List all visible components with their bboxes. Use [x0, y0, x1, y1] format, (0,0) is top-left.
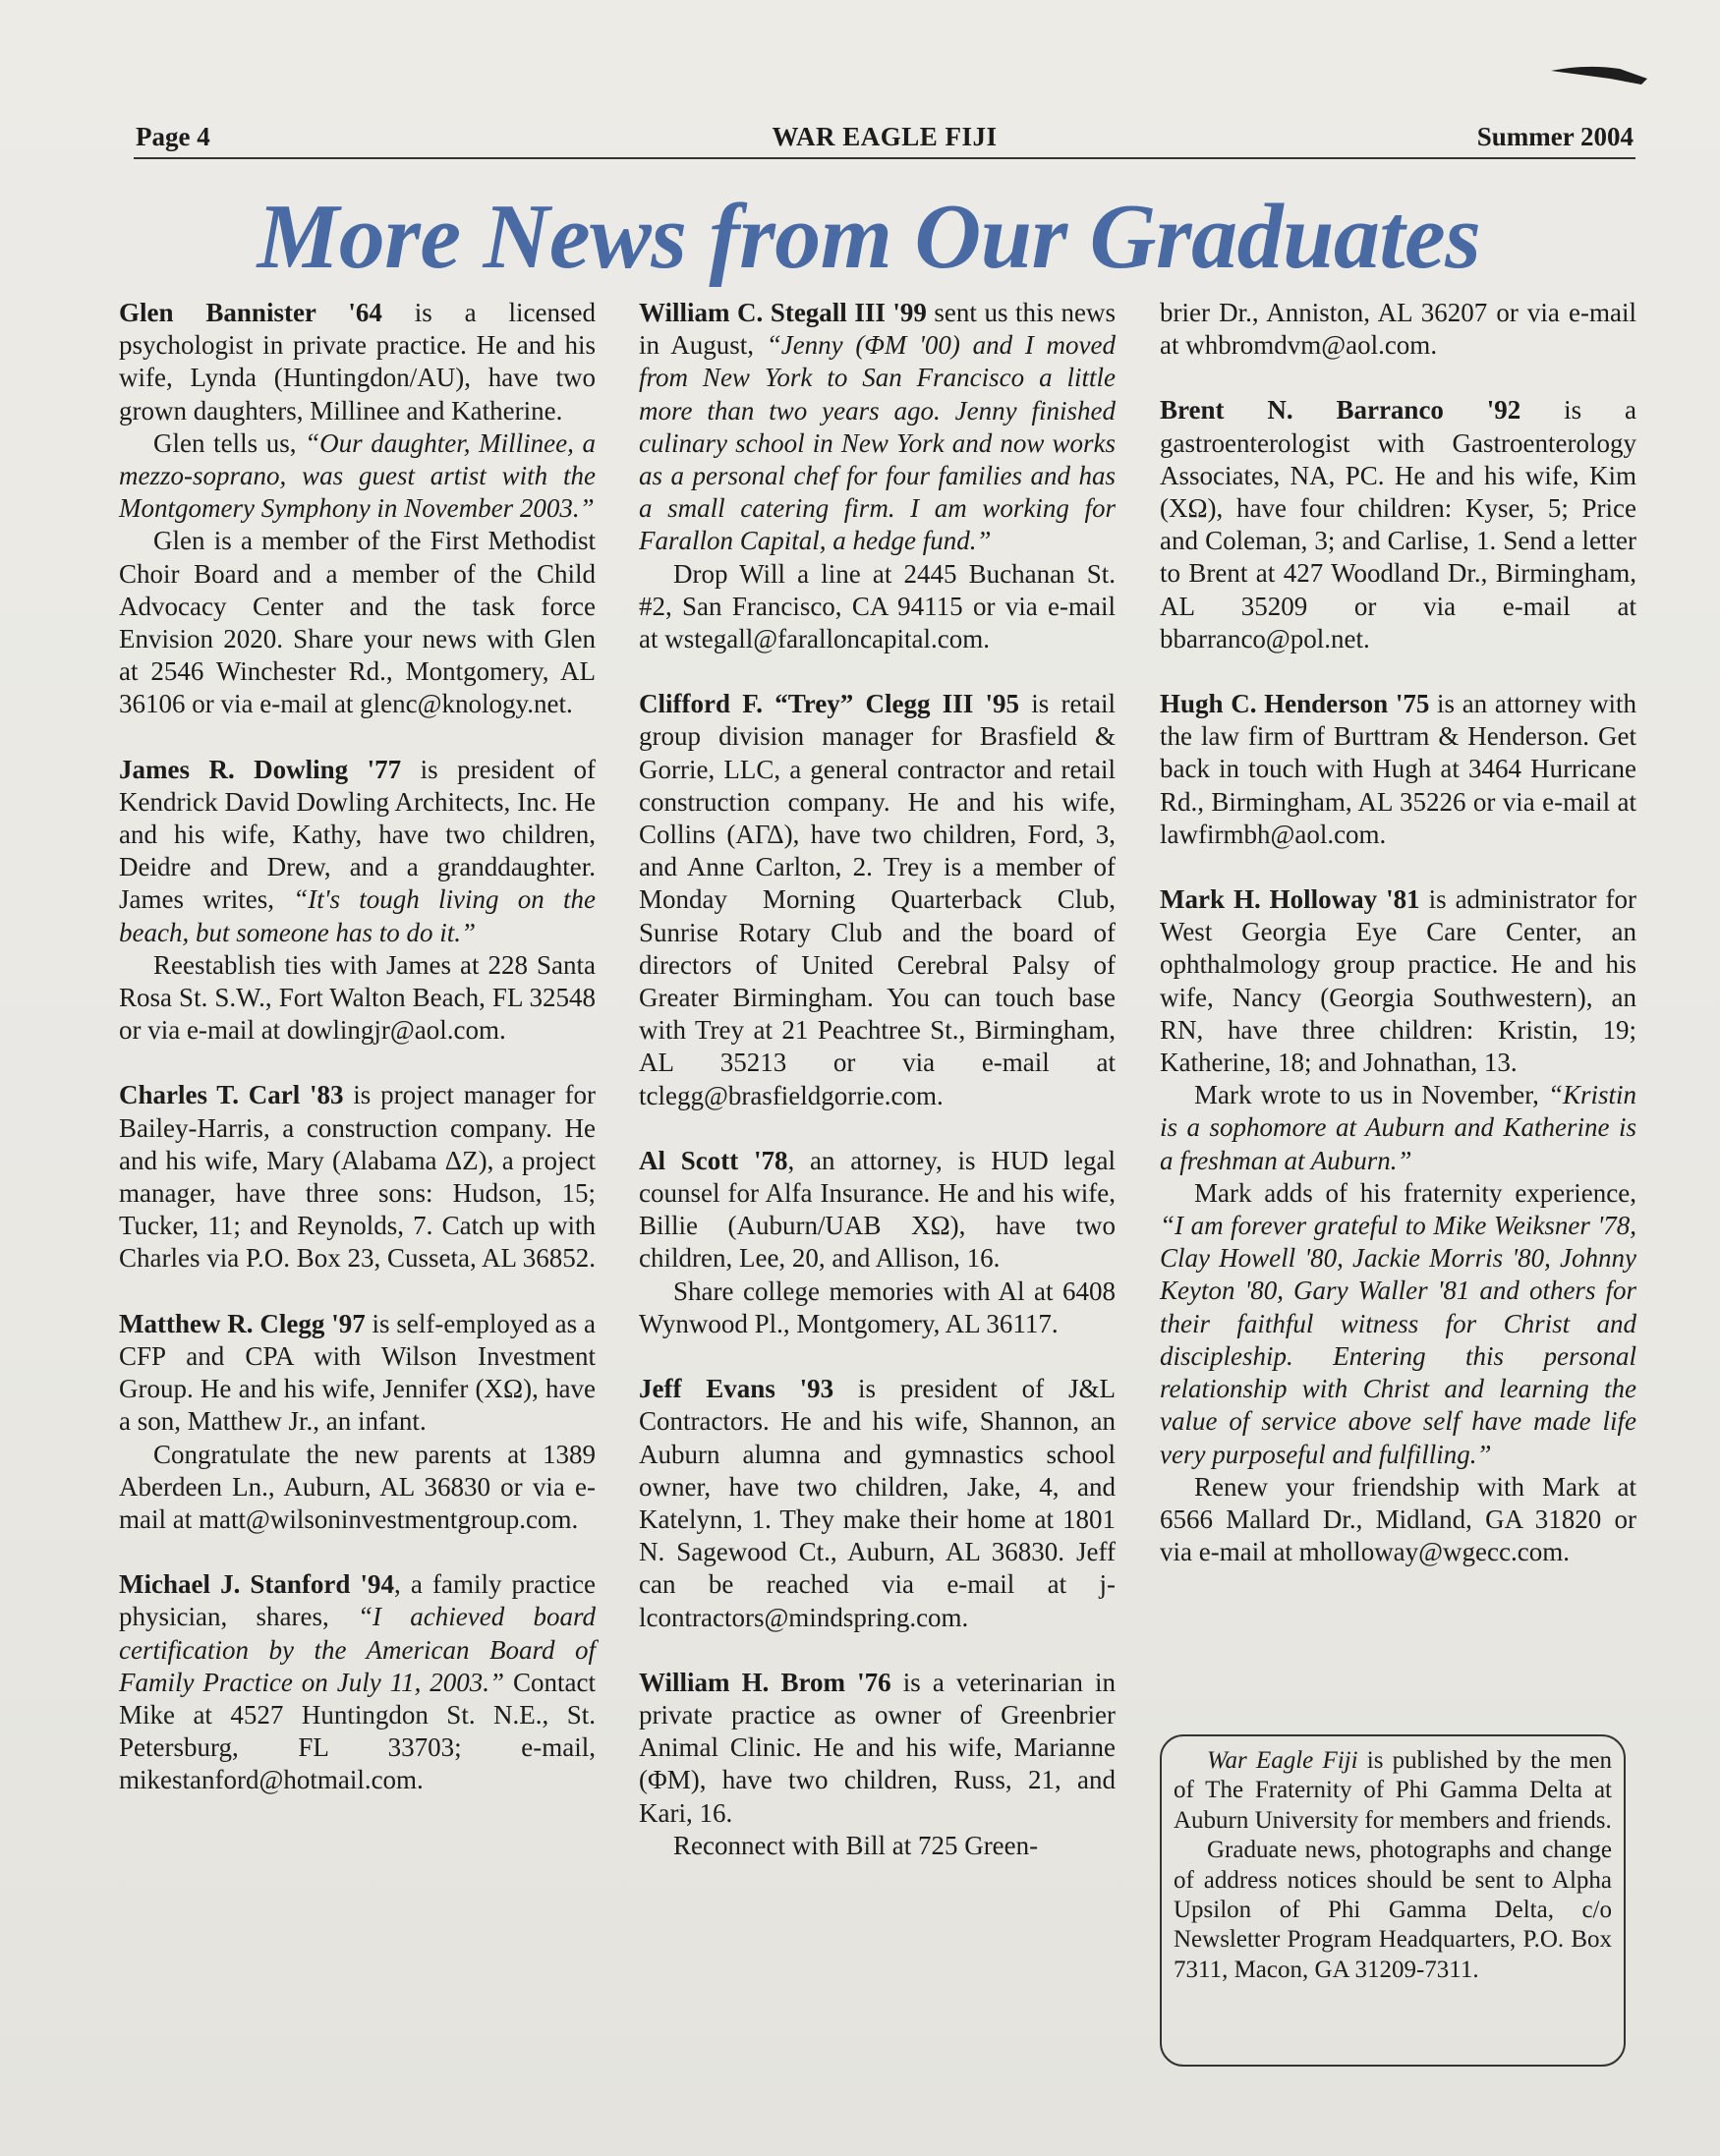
entry-paragraph [1160, 883, 1636, 1079]
entry-paragraph [119, 1308, 596, 1439]
entry-text: is self-employed as a CFP and CPA with Wilson Investment Group. He and his wife, Jennifer (XΩ), have a son, Matthew Jr., an infant. [119, 1308, 596, 1437]
entry-followup-paragraph [119, 949, 596, 1048]
entry-paragraph [1160, 394, 1636, 655]
entry-paragraph [639, 1373, 1116, 1634]
entry-followup-paragraph [119, 1439, 596, 1537]
entry-text: Mark wrote to us in November, [1194, 1080, 1548, 1110]
page-title: More News from Our Graduates [257, 186, 1481, 288]
graduate-entry [119, 297, 596, 721]
graduate-name: Brent N. Barranco '92 [1160, 395, 1521, 426]
entry-paragraph [639, 1145, 1116, 1276]
graduate-name: William H. Brom '76 [639, 1667, 891, 1697]
publisher-statement [1174, 1746, 1612, 1836]
entry-paragraph [639, 688, 1116, 1112]
entry-paragraph [639, 297, 1116, 558]
graduate-name: Hugh C. Henderson '75 [1160, 689, 1430, 719]
entry-text: is president of Kendrick David Dowling Architects, Inc. He and his wife, Kathy, have two children, Deidre and Drew, and a granddaughter. James writes, [119, 754, 596, 915]
entry-text: is a veterinarian in private practice as owner of Greenbrier Animal Clinic. He and his wife, Marianne (ΦM), have two children, Russ, 21, and Kari, 16. [639, 1667, 1116, 1828]
graduate-name: Michael J. Stanford '94 [119, 1569, 395, 1600]
graduate-name: Mark H. Holloway '81 [1160, 884, 1420, 915]
entry-text: is president of J&L Contractors. He and his wife, Shannon, an Auburn alumna and gymnastics school owner, have two children, Jake, 4, and Katelynn, 1. They make their home at 1801 N. Sagewood Ct., Auburn, AL 36830. Jeff can be reached via e-mail at j-lcontractors@mindspring.com. [639, 1374, 1116, 1632]
entry-text: is project manager for Bailey-Harris, a construction company. He and his wife, Mary (Alabama ΔZ), a project manager, have three sons: Hudson, 15; Tucker, 11; and Reynolds, 7. Catch up with Charles via P.O. Box 23, Cusseta, AL 36852. [119, 1080, 596, 1274]
graduate-entry [119, 754, 596, 1048]
entry-text: Reconnect with Bill at 725 Green- [673, 1830, 1039, 1860]
entry-text: is a gastroenterologist with Gastroenterology Associates, NA, PC. He and his wife, Kim (XΩ), have four children: Kyser, 5; Price and Coleman, 3; and Carlise, 1. Send a letter to Brent at 427 Woodland Dr., Birmingham, AL 35209 or via e-mail at bbarranco@pol.net. [1160, 395, 1636, 653]
entry-followup-paragraph [639, 1830, 1116, 1862]
page-header [134, 118, 1635, 159]
graduate-name: Matthew R. Clegg '97 [119, 1308, 366, 1338]
entry-quote: “I achieved board certification by the American Board of Family Practice on July 11, 2003.” [119, 1602, 596, 1697]
publisher-statement-text: is published by the men of The Fraternity of Phi Gamma Delta at Auburn University for members and friends. [1174, 1747, 1612, 1834]
entry-followup-paragraph [639, 1276, 1116, 1340]
entry-followup-paragraph [1160, 1471, 1636, 1569]
entry-paragraph [639, 1667, 1116, 1830]
publisher-info-box [1160, 1734, 1626, 2067]
entry-paragraph [119, 1568, 596, 1796]
graduate-entry [119, 1568, 596, 1796]
entry-paragraph [1160, 688, 1636, 851]
entry-text: is retail group division manager for Brasfield & Gorrie, LLC, a general contractor and retail construction company. He and his wife, Collins (AΓΔ), have two children, Ford, 3, and Anne Carlton, 2. Trey is a member of Monday Morning Quarterback Club, Sunrise Rotary Club and the board of directors of United Cerebral Palsy of Greater Birmingham. You can touch base with Trey at 21 Peachtree St., Birmingham, AL 35213 or via e-mail at tclegg@brasfieldgorrie.com. [639, 689, 1116, 1110]
page-number: Page 4 [136, 122, 210, 151]
entry-quote: “Jenny (ΦM '00) and I moved from New York to San Francisco a little more than two years ago. Jenny finished culinary school in New York and now works as a personal chef for four families and has a small catering firm. I am working for Farallon Capital, a hedge fund.” [639, 330, 1116, 556]
submission-instructions: Graduate news, photographs and change of address notices should be sent to Alpha Upsilon of Phi Gamma Delta, c/o Newsletter Program Headquarters, P.O. Box 7311, Macon, GA 31209-7311. [1174, 1837, 1612, 1983]
entry-followup-paragraph [1160, 1079, 1636, 1177]
graduate-entry [639, 297, 1116, 655]
graduate-entry [1160, 688, 1636, 851]
entry-text: Reestablish ties with James at 228 Santa Rosa St. S.W., Fort Walton Beach, FL 32548 or via e-mail at dowlingjr@aol.com. [119, 949, 596, 1046]
entry-quote: “Kristin is a sophomore at Auburn and Katherine is a freshman at Auburn.” [1160, 1080, 1636, 1175]
graduate-entry [639, 1145, 1116, 1340]
entry-quote: “It's tough living on the beach, but someone has to do it.” [119, 884, 597, 947]
graduate-name: Clifford F. “Trey” Clegg III '95 [639, 689, 1020, 719]
entry-followup-paragraph [639, 558, 1116, 656]
graduate-name: William C. Stegall III '99 [639, 298, 927, 327]
graduate-entry [1160, 394, 1636, 655]
graduate-name: Al Scott '78 [639, 1145, 788, 1175]
entry-quote: “I am forever grateful to Mike Weiksner '78, Clay Howell '80, Jackie Morris '80, Johnny Keyton '80, Gary Waller '81 and others for their faithful witness for Christ and discipleship. Entering this personal relationship with Christ and learning the value of service above self have made life very purposeful and fulfilling.” [1160, 1211, 1636, 1469]
column-1 [119, 297, 596, 1830]
entry-paragraph [1160, 297, 1636, 362]
entry-text: , an attorney, is HUD legal counsel for Alfa Insurance. He and his wife, Billie (Auburn/UAB XΩ), have two children, Lee, 20, and Allison, 16. [639, 1145, 1117, 1274]
graduate-entry [119, 1308, 596, 1536]
graduate-entry [639, 1667, 1116, 1862]
entry-paragraph [119, 1079, 596, 1275]
entry-text: Congratulate the new parents at 1389 Aberdeen Ln., Auburn, AL 36830 or via e-mail at matt@wilsoninvestmentgroup.com. [119, 1439, 596, 1534]
entry-text: Drop Will a line at 2445 Buchanan St. #2, San Francisco, CA 94115 or via e-mail at wstegall@faralloncapital.com. [639, 558, 1116, 654]
graduate-entry [639, 1373, 1116, 1634]
graduate-name: Glen Bannister '64 [119, 298, 382, 327]
entry-text: Contact Mike at 4527 Huntingdon St. N.E., St. Petersburg, FL 33703; e-mail, mikestanford@hotmail.com. [119, 1667, 596, 1795]
issue-date: Summer 2004 [1476, 122, 1634, 151]
graduate-entry [1160, 297, 1636, 362]
entry-text: Renew your friendship with Mark at 6566 Mallard Dr., Midland, GA 31820 or via e-mail at mholloway@wgecc.com. [1160, 1471, 1636, 1567]
entry-text: Glen is a member of the First Methodist Choir Board and a member of the Child Advocacy Center and the task force Envision 2020. Share your news with Glen at 2546 Winchester Rd., Montgomery, AL 36106 or via e-mail at glenc@knology.net. [119, 526, 596, 719]
entry-text: , a family practice physician, shares, [119, 1569, 596, 1632]
entry-followup-paragraph [119, 525, 596, 720]
entry-paragraph [119, 754, 596, 949]
entry-text: is an attorney with the law firm of Burttram & Henderson. Get back in touch with Hugh at 3464 Hurricane Rd., Birmingham, AL 35226 or via e-mail at lawfirmbh@aol.com. [1160, 689, 1636, 849]
entry-followup-paragraph [1160, 1177, 1636, 1471]
entry-text: is a licensed psychologist in private practice. He and his wife, Lynda (Huntingdon/AU), have two grown daughters, Millinee and Katherine. [119, 298, 596, 426]
entry-text: Glen tells us, [153, 427, 306, 458]
column-2 [639, 297, 1116, 1895]
graduate-name: Jeff Evans '93 [639, 1374, 834, 1404]
entry-quote: “Our daughter, Millinee, a mezzo-soprano, was guest artist with the Montgomery Symphony in November 2003.” [119, 427, 596, 524]
entry-text: sent us this news in August, [639, 298, 1116, 361]
publication-name: WAR EAGLE FIJI [772, 122, 998, 151]
graduate-name: Charles T. Carl '83 [119, 1080, 344, 1110]
entry-text: brier Dr., Anniston, AL 36207 or via e-mail at whbromdvm@aol.com. [1160, 298, 1636, 361]
torn-corner-mark [1551, 65, 1649, 92]
publication-name-italic: War Eagle Fiji [1207, 1747, 1358, 1774]
graduate-name: James R. Dowling '77 [119, 754, 402, 784]
graduate-entry [1160, 883, 1636, 1568]
entry-paragraph [119, 297, 596, 427]
graduate-entry [119, 1079, 596, 1275]
entry-text: is administrator for West Georgia Eye Care Center, an ophthalmology group practice. He and his wife, Nancy (Georgia Southwestern), an RN, have three children: Kristin, 19; Katherine, 18; and Johnathan, 13. [1160, 884, 1636, 1078]
entry-text: Mark adds of his fraternity experience, [1194, 1177, 1636, 1208]
entry-followup-paragraph [119, 427, 596, 526]
entry-text: Share college memories with Al at 6408 Wynwood Pl., Montgomery, AL 36117. [639, 1276, 1116, 1338]
column-3 [1160, 297, 1636, 1601]
graduate-entry [639, 688, 1116, 1112]
